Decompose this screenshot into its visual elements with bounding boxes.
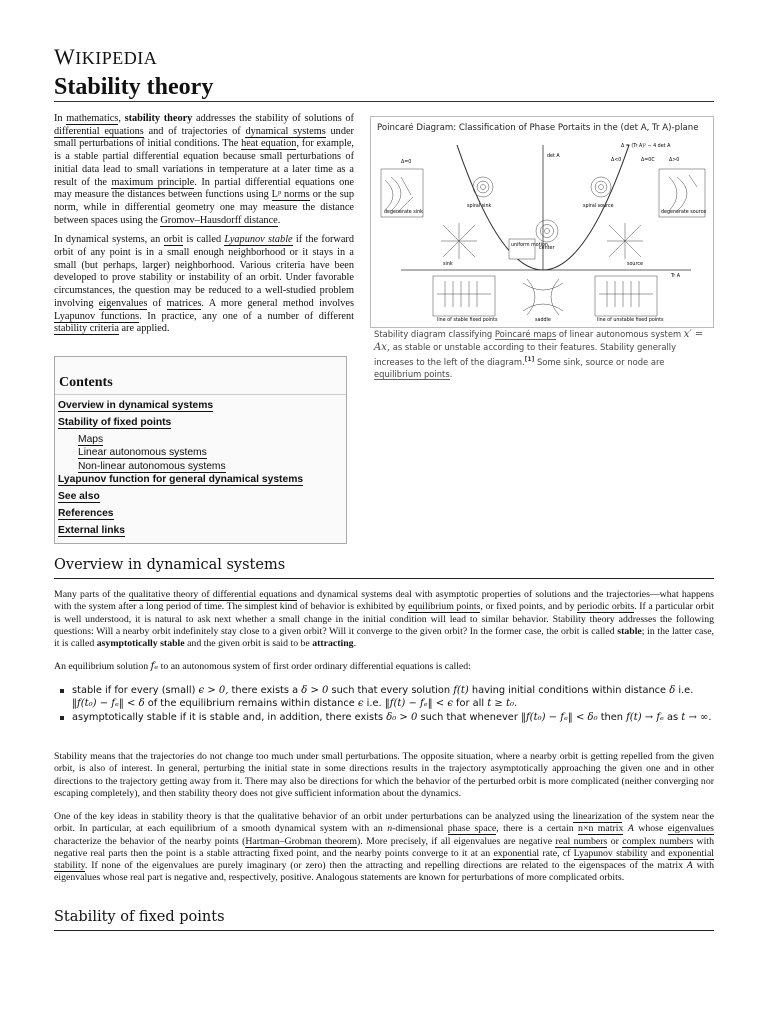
inline-link[interactable]: dynamical systems xyxy=(245,125,326,137)
bold-term: stable xyxy=(617,625,642,637)
sink-portrait xyxy=(441,223,477,259)
inline-link[interactable]: equilibrium points xyxy=(408,601,481,613)
toc-item[interactable] xyxy=(58,490,303,507)
unstable-line-label: line of unstable fixed points xyxy=(597,318,664,323)
inline-link[interactable]: linearization xyxy=(572,811,622,822)
inline-link[interactable]: eigenvalues xyxy=(98,297,148,309)
axes xyxy=(401,145,691,270)
inline-link[interactable]: periodic orbits xyxy=(577,601,635,613)
toc-item-label: Stability of fixed points xyxy=(58,416,172,428)
figure-title: Poincaré Diagram: Classification of Phase Portaits in the (det A, Tr A)-plane xyxy=(377,123,699,133)
inline-link[interactable]: maximum principle xyxy=(111,176,195,188)
saddle-portrait xyxy=(523,279,563,315)
toc-item-label: Lyapunov function for general dynamical systems xyxy=(58,474,304,486)
delta-gt-label: Δ>0 xyxy=(669,158,680,163)
italic-term: n xyxy=(387,823,393,835)
intro-paragraph-1: In mathematics, stability theory addresses the stability of solutions of differential equations and of trajectories of dynamical systems under small perturbations of initial conditions. The heat equation, for example, is a stable partial differential equation because small perturbations of initial data lead to small variations in temperature at a later time as a result of the maximum principle. In partial differential equations one may measure the distances between functions using Lᵖ norms or the sup norm, while in differential geometry one may measure the distance between spaces using the Gromov–Hausdorff distance. xyxy=(54,113,354,226)
section-divider-fixed-points xyxy=(54,930,714,931)
inline-link[interactable]: Lyapunov functions xyxy=(54,310,140,322)
math-expression: ϵ xyxy=(357,698,364,709)
spiral-sink-portrait xyxy=(473,177,493,197)
toc-item[interactable] xyxy=(58,507,303,524)
toc-item-label: Linear autonomous systems xyxy=(78,447,207,459)
toc-item-label: Non-linear autonomous systems xyxy=(78,460,226,472)
toc-item[interactable] xyxy=(58,416,303,433)
uniform-label: uniform motion xyxy=(511,243,548,248)
overview-p2-text: An equilibrium solution fₑ to an autonomous system of first order ordinary differential equations is called: xyxy=(54,661,471,672)
intro-text xyxy=(54,113,354,343)
toc-divider xyxy=(55,394,346,395)
toc-item[interactable] xyxy=(58,446,303,460)
bold-term: stability theory xyxy=(124,113,193,124)
toc-item-label: Overview in dynamical systems xyxy=(58,400,214,411)
overview-paragraph-3 xyxy=(54,751,714,800)
overview-paragraph-1 xyxy=(54,589,714,650)
inline-link[interactable]: stability criteria xyxy=(54,323,119,335)
inline-link[interactable]: Lyapunov stable xyxy=(224,234,293,246)
math-expression: t ≥ t₀. xyxy=(487,698,518,709)
deg-source-label: degenerate source xyxy=(661,210,707,215)
toc-item[interactable] xyxy=(58,473,303,490)
inline-link[interactable]: mathematics xyxy=(66,113,119,124)
toc-item[interactable] xyxy=(58,433,303,447)
math-expression: f(t) → fₑ xyxy=(626,712,664,723)
parabola-label: Δ = (Tr A)² − 4 det A xyxy=(621,144,671,149)
spiral-sink-label: spiral sink xyxy=(467,204,492,209)
toc-item-label: See also xyxy=(58,491,100,503)
inline-link[interactable]: Lyapunov stability xyxy=(573,847,648,859)
math-expression: t → ∞ xyxy=(681,712,709,723)
poincare-figure xyxy=(370,116,714,379)
page-title: Stability theory xyxy=(54,74,214,100)
overview-p4-text: One of the key ideas in stability theory is that the qualitative behavior of an orbit under perturbations can be analyzed using the linearization of the system near the orbit. In particular, at each equilibrium of a smooth dynamical system with an n-dimensional phase space, there is a certain n×n matrix A whose eigenvalues characterize the behavior of the nearby points (Hartman–Grobman theorem). More precisely, if all eigenvalues are negative real numbers or complex numbers with negative real parts then the point is a stable attracting fixed point, and the nearby points converge to it at an exponential rate, cf Lyapunov stability and exponential stability. If none of the eigenvalues are purely imaginary (or zero) then the attracting and repelling directions are related to the eigenspaces of the matrix A with eigenvalues whose real part is negative and, respectively, positive. Analogous statements are known for perturbations of more complicated orbits. xyxy=(54,811,715,884)
sink-label: sink xyxy=(443,262,453,267)
overview-paragraph-2 xyxy=(54,661,714,673)
uniform-motion-portrait xyxy=(509,239,535,259)
inline-link[interactable]: orbit xyxy=(163,234,184,246)
source-portrait xyxy=(607,223,643,259)
delta-0c-label: Δ=0C xyxy=(641,158,655,163)
inline-link[interactable]: Lᵖ norms xyxy=(271,189,310,201)
delta0-label: Δ=0 xyxy=(401,160,412,165)
list-item: stable if for every (small) ϵ > 0, there exists a δ > 0 such that every solution f(t) having initial conditions within distance δ i.e. ‖f(t₀) − fₑ‖ < δ of the equilibrium remains within distance ϵ i.e. ‖f(t) − fₑ‖ < ϵ for all t ≥ t₀. xyxy=(54,684,714,710)
poincare-diagram[interactable] xyxy=(370,116,714,328)
toc-title: Contents xyxy=(59,375,113,390)
overview-p1-text: Many parts of the qualitative theory of differential equations and dynamical systems deal with asymptotic properties of solutions and the trajectories—what happens with the system after a long period of time. The simplest kind of behavior is exhibited by equilibrium points, or fixed points, and by periodic orbits. If a particular orbit is well understood, it is natural to ask next whether a small change in the initial condition will lead to similar behavior. Stability theory addresses the following questions: Will a nearby orbit indefinitely stay close to a given orbit? Will it converge to the given orbit? In the former case, the orbit is called stable; in the latter case, it is called asymptotically stable and the given orbit is said to be attracting. xyxy=(54,589,714,650)
spiral-source-label: spiral source xyxy=(583,204,614,209)
delta-lt-label: Δ<0 xyxy=(611,158,622,163)
stable-line-label: line of stable fixed points xyxy=(437,318,498,323)
tr-axis-label: Tr A xyxy=(671,274,681,279)
inline-link[interactable]: Gromov–Hausdorff distance xyxy=(160,214,278,226)
toc-item-label: Maps xyxy=(78,433,104,445)
italic-term: A xyxy=(627,823,634,835)
math-expression: f(t) xyxy=(453,685,469,696)
section-divider-overview xyxy=(54,578,714,579)
overview-p3-text: Stability means that the trajectories do not change too much under small perturbations. The opposite situation, where a nearby orbit is getting repelled from the given orbit, is also of interest. In general, perturbing the initial state in some directions results in the trajectory asymptotically approaching the given one and in other directions to the trajectory getting away from it. There may also be directions for which the behavior of the perturbed orbit is more complicated (neither converging nor escaping completely), and then stability theory does not give sufficient information about the dynamics. xyxy=(54,751,714,799)
list-item: asymptotically stable if it is stable and, in addition, there exists δ₀ > 0 such that whenever ‖f(t₀) − fₑ‖ < δ₀ then f(t) → fₑ as t → ∞. xyxy=(54,711,714,724)
title-divider xyxy=(54,101,714,102)
toc-item[interactable] xyxy=(58,460,303,474)
math-expression: δ > 0 xyxy=(301,685,329,696)
math-expression: ϵ > 0, xyxy=(198,685,229,696)
figure-caption: Stability diagram classifying Poincaré maps of linear autonomous system x′ = Ax, as stable or unstable according to their features. Stability generally increases to the left of the diagram.[1] Some sink, source or node are equilibrium points. xyxy=(374,329,704,379)
wikipedia-wordmark[interactable]: WIKIPEDIA xyxy=(54,44,158,69)
inline-link[interactable]: real numbers xyxy=(555,835,608,847)
det-axis-label: det A xyxy=(547,154,560,159)
inline-link[interactable]: eigenvalues xyxy=(667,823,714,835)
inline-link[interactable]: exponential xyxy=(493,847,540,859)
deg-sink-label: degenerate sink xyxy=(384,210,423,215)
inline-link[interactable]: complex numbers xyxy=(622,835,694,847)
spiral-source-portrait xyxy=(591,177,611,197)
inline-link[interactable]: heat equation xyxy=(241,138,297,150)
inline-link[interactable]: qualitative theory of differential equations xyxy=(128,589,297,600)
math-expression: fₑ xyxy=(150,661,159,672)
stability-definitions-list xyxy=(54,684,714,724)
inline-link[interactable]: Hartman–Grobman theorem xyxy=(245,835,358,847)
math-expression: ‖f(t) − fₑ‖ < ϵ xyxy=(384,698,453,709)
inline-link[interactable]: differential equations xyxy=(54,125,144,137)
toc-item-label: References xyxy=(58,507,114,519)
math-expression: δ₀ > 0 xyxy=(386,712,418,723)
math-expression: δ xyxy=(669,685,676,696)
section-heading-fixed-points: Stability of fixed points xyxy=(54,909,225,925)
toc-item-label: External links xyxy=(58,524,125,536)
toc-item[interactable] xyxy=(58,524,303,541)
poincare-diagram-svg xyxy=(371,135,713,325)
section-heading-overview: Overview in dynamical systems xyxy=(54,557,286,573)
center-portrait xyxy=(536,220,558,242)
toc-item[interactable] xyxy=(58,399,303,416)
intro-paragraph-2: In dynamical systems, an orbit is called Lyapunov stable if the forward orbit of any point is in a small enough neighborhood or it stays in a small (but perhaps, larger) neighborhood. Various criteria have been developed to prove stability or instability of an orbit. Under favorable circumstances, the question may be reduced to a well-studied problem involving eigenvalues of matrices. A more general method involves Lyapunov functions. In practice, any one of a number of different stability criteria are applied. xyxy=(54,234,354,335)
reference-marker[interactable]: [1] xyxy=(524,356,535,363)
overview-paragraph-4 xyxy=(54,811,714,885)
inline-link[interactable]: n×n matrix xyxy=(578,823,624,835)
inline-link[interactable]: exponential stability xyxy=(54,847,715,872)
math-expression: x′ = Ax, xyxy=(374,329,704,353)
inline-link[interactable]: matrices xyxy=(166,297,202,309)
stable-line-portrait xyxy=(433,276,495,316)
inline-link[interactable]: Poincaré maps xyxy=(494,329,557,339)
saddle-label: saddle xyxy=(535,318,551,323)
source-label: source xyxy=(627,262,643,267)
italic-term: A xyxy=(686,860,693,872)
table-of-contents xyxy=(54,356,347,544)
center-label: center xyxy=(539,246,555,251)
toc-list xyxy=(58,399,303,541)
inline-link[interactable]: equilibrium points xyxy=(374,368,450,379)
unstable-line-portrait xyxy=(595,276,657,316)
math-expression: ‖f(t₀) − fₑ‖ < δ₀ xyxy=(520,712,598,723)
bold-term: attracting xyxy=(312,638,354,650)
bold-term: asymptotically stable xyxy=(96,638,185,650)
inline-link[interactable]: phase space xyxy=(447,823,497,835)
math-expression: ‖f(t₀) − fₑ‖ < δ xyxy=(72,698,145,709)
